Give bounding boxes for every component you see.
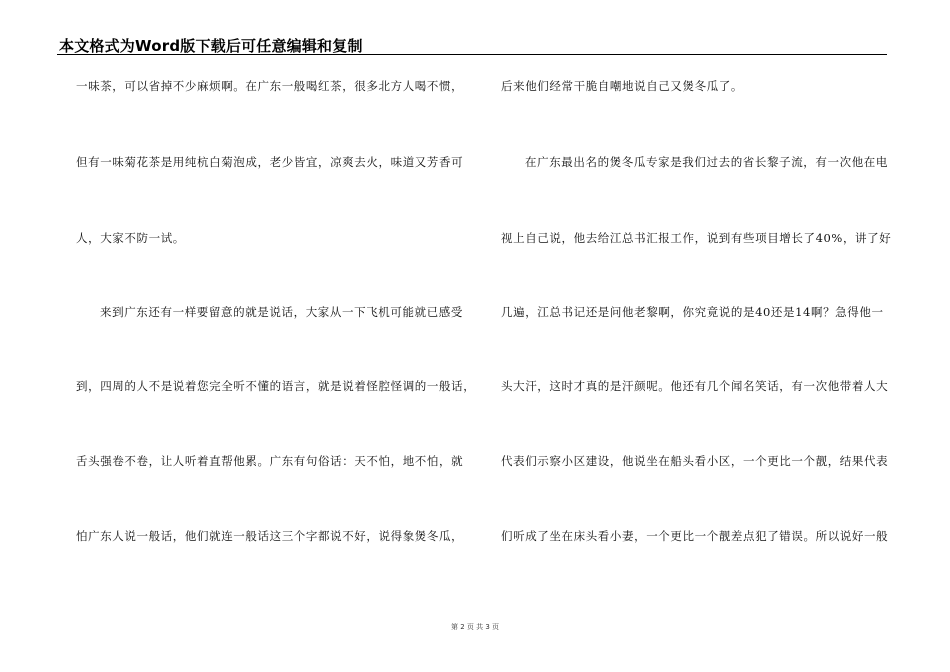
left-line-4: 来到广东还有一样要留意的就是说话，大家从一下飞机可能就已感受: [100, 305, 463, 319]
right-text-column: [501, 0, 901, 672]
left-line-6: 舌头强卷不卷，让人听着直帮他累。广东有句俗话：天不怕，地不怕，就: [76, 454, 464, 468]
right-line-7: 们听成了坐在床头看小妻，一个更比一个靓差点犯了错误。所以说好一般: [501, 529, 889, 543]
right-line-6: 代表们示察小区建设，他说坐在船头看小区，一个更比一个靓，结果代表: [501, 454, 889, 468]
right-line-4: 几遍，江总书记还是问他老黎啊，你究竟说的是40还是14啊？急得他一: [501, 305, 884, 319]
right-line-1: 后来他们经常干脆自嘲地说自己又煲冬瓜了。: [501, 79, 743, 93]
left-line-5: 到，四周的人不是说着您完全听不懂的语言，就是说着怪腔怪调的一般话，: [76, 379, 476, 393]
left-line-1: 一味茶，可以省掉不少麻烦啊。在广东一般喝红茶，很多北方人喝不惯，: [76, 79, 464, 93]
document-header-title: 本文格式为Word版下载后可任意编辑和复制: [59, 37, 363, 55]
left-line-7: 怕广东人说一般话，他们就连一般话这三个字都说不好，说得象煲冬瓜，: [76, 529, 464, 543]
left-line-2: 但有一味菊花茶是用纯杭白菊泡成，老少皆宜，凉爽去火，味道又芳香可: [76, 155, 464, 169]
right-line-5: 头大汗，这时才真的是汗颜呢。他还有几个闻名笑话，有一次他带着人大: [501, 379, 889, 393]
left-text-column: [76, 0, 476, 672]
left-line-3: 人，大家不防一试。: [76, 231, 185, 245]
page-number-footer: 第 2 页 共 3 页: [450, 623, 500, 631]
right-line-3: 视上自己说，他去给江总书汇报工作，说到有些项目增长了40%，讲了好: [501, 231, 892, 245]
right-line-2: 在广东最出名的煲冬瓜专家是我们过去的省长黎子流，有一次他在电: [525, 155, 888, 169]
